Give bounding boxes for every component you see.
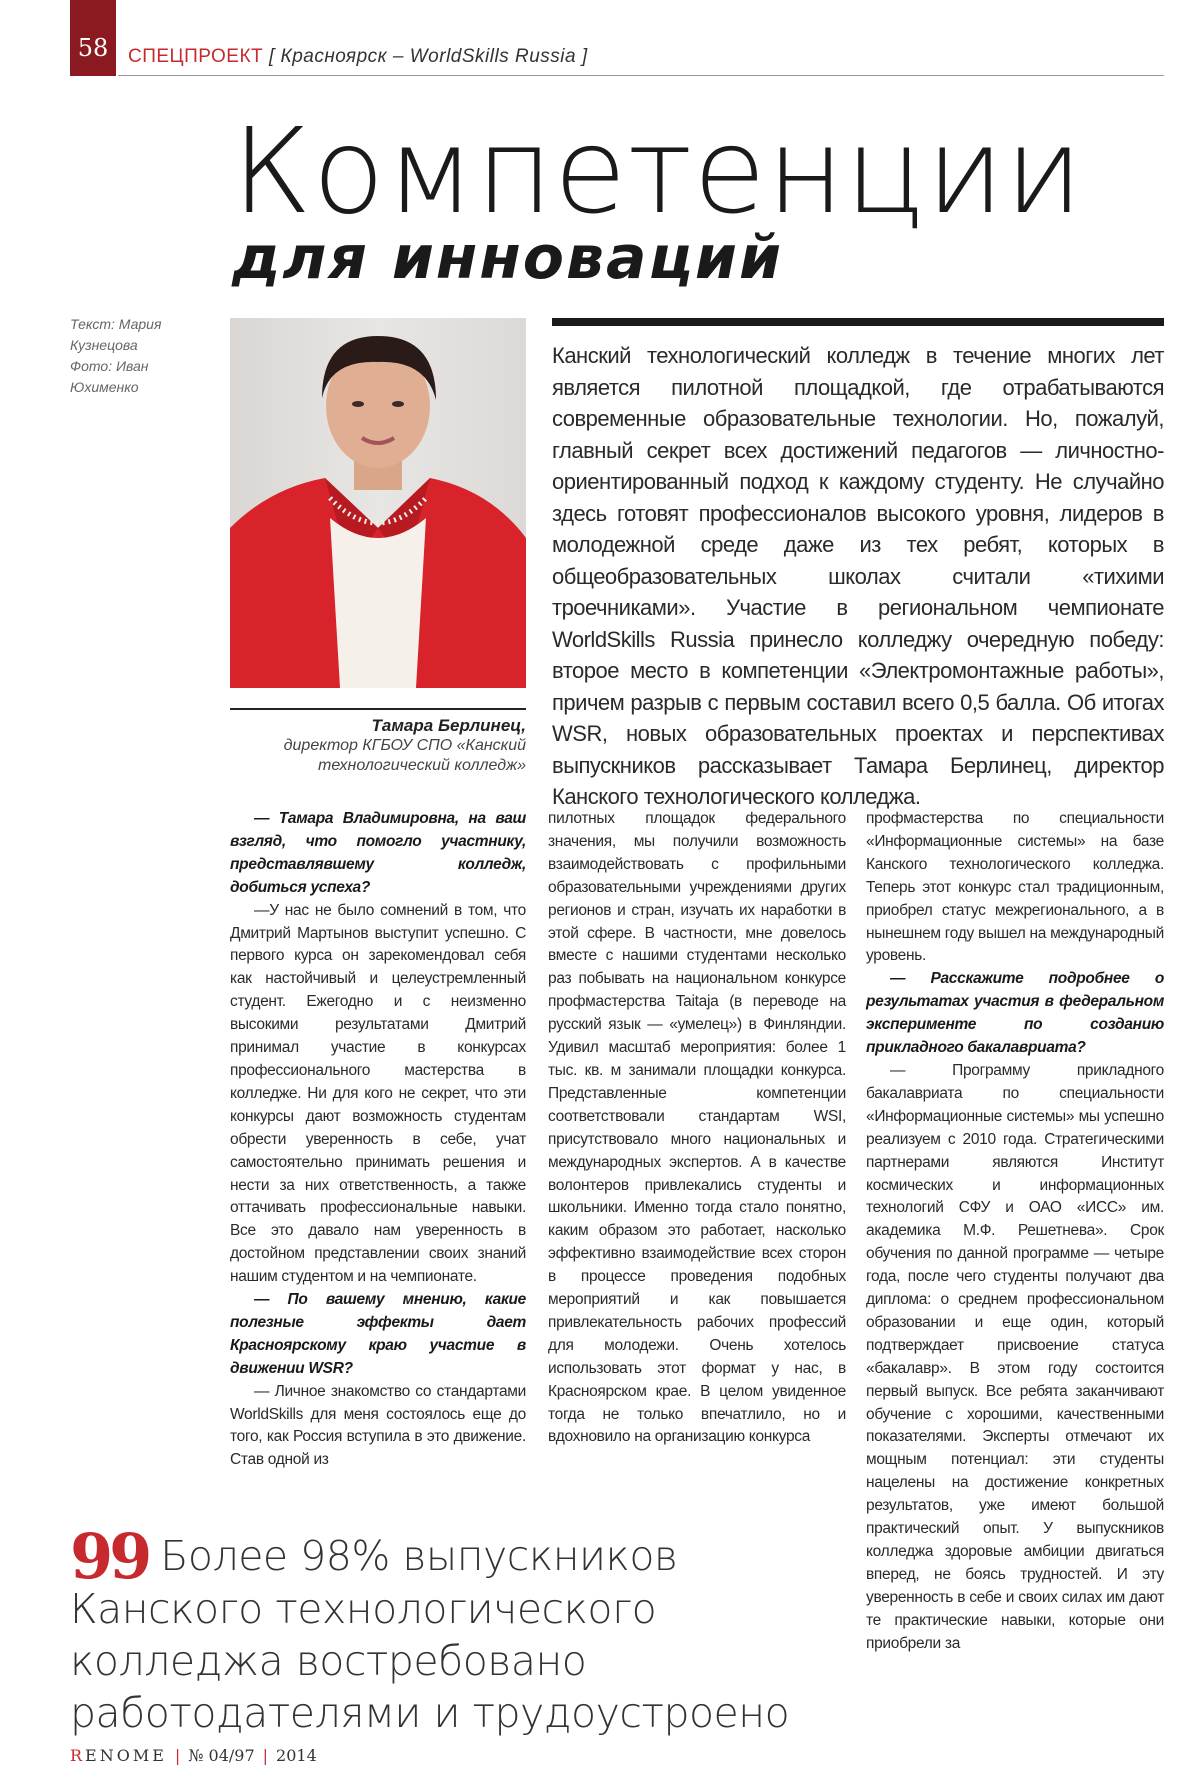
interview-answer: профмастерства по специальности «Информационные системы» на базе Канского технологического колледжа. Теперь этот конкурс стал традиционным, приобрел статус межрегионального, а в нынешнем году вышел на международный уровень. (866, 810, 1164, 965)
interview-question: — Расскажите подробнее о результатах участия в федеральном эксперименте по созданию прикладного бакалавриата? (866, 970, 1164, 1057)
credit-line: Юхименко (70, 379, 139, 395)
interview-answer: — Программу прикладного бакалавриата по специальности «Информационные системы» мы успешно реализуем с 2010 года. Стратегическими партнерами являются Институт космических и информационных технологий СФУ и ОАО «ИСС» им. академика М.Ф. Решетнева». Срок обучения по данной программе — четыре года, после чего студенты получают два диплома: о среднем профессиональном образовании и еще один, который подтверждает присвоение статуса «бакалавр». В этом году состоится первый выпуск. Все ребята заканчивают обучение с хорошими, качественными показателями. Эксперты отмечают их мощным потенциал: эти студенты нацелены на достижение конкретных результатов, уже имеют большой практический опыт. У выпускников колледжа здоровые амбиции двигаться вперед, не боясь трудностей. И эту уверенность в себе и своих силах им дают те практические навыки, которые они приобрели за (866, 1061, 1164, 1652)
text-column-3 (866, 808, 1164, 1656)
section-label: СПЕЦПРОЕКТ (128, 46, 264, 67)
section-header (128, 46, 588, 68)
interview-question: — Тамара Владимировна, на ваш взгляд, что помогло участнику, представлявшему колледж, добиться успеха? (230, 810, 526, 896)
section-sublabel: [ Красноярск – WorldSkills Russia ] (268, 46, 588, 67)
header-rule (118, 75, 1164, 76)
credit-line: Кузнецова (70, 337, 138, 353)
lead-rule (552, 318, 1164, 326)
issue-year: 2014 (276, 1746, 317, 1765)
pull-quote-text: Более 98% выпускников Канского технологического колледжа востребовано работодателями и трудоустроено (70, 1532, 790, 1737)
credit-line: Текст: Мария (70, 316, 162, 332)
portrait-illustration (230, 318, 526, 688)
interview-answer: — Личное знакомство со стандартами WorldSkills для меня состоялось еще до того, как Россия вступила в это движение. Став одной из (230, 1382, 526, 1469)
caption-role: директор КГБОУ СПО «Канский технологический колледж» (283, 737, 526, 774)
portrait-photo (230, 318, 526, 688)
footer-separator: | (174, 1746, 181, 1765)
credit-line: Фото: Иван (70, 358, 149, 374)
magazine-brand (70, 1746, 167, 1765)
interview-question: — По вашему мнению, какие полезные эффекты дает Красноярскому краю участие в движении WSR? (230, 1291, 526, 1377)
lead-paragraph: Канский технологический колледж в течение многих лет является пилотной площадкой, где отрабатываются современные образовательные технологии. Но, пожалуй, главный секрет всех достижений педагогов — личностно-ориентированный подход к каждому студенту. Не случайно здесь готовят профессионалов высокого уровня, лидеров в молодежной среде даже из тех ребят, которых в общеобразовательных школах считали «тихими троечниками». Участие в региональном чемпионате WorldSkills Russia принесло колледжу очередную победу: второе место в компетенции «Электромонтажные работы», причем разрыв с первым составил всего 0,5 балла. Об итогах WSR, новых образовательных проектах и перспективах выпускников рассказывает Тамара Берлинец, директор Канского технологического колледжа. (552, 343, 1164, 809)
interview-answer: —У нас не было сомнений в том, что Дмитрий Мартынов выступит успешно. С первого курса он зарекомендовал себя как настойчивый и целеустремленный студент. Ежегодно и с неизменно высокими результатами Дмитрий принимал участие в конкурсах профессионального мастерства в колледже. Ни для кого не секрет, что эти конкурсы дают возможность студентам обрести уверенность в себе, учат самостоятельно принимать решения и нести за них ответственность, а также оттачивать профессиональные навыки. Все это давало нам уверенность в достойном представлении своих знаний нашим студентом и на чемпионате. (230, 901, 526, 1286)
article-subtitle: для инноваций (232, 223, 783, 293)
pull-quote (70, 1520, 846, 1739)
page-number: 58 (70, 0, 116, 76)
text-column-2 (548, 808, 846, 1449)
brand-initial: R (70, 1746, 86, 1765)
article-credits (70, 314, 190, 398)
quote-mark-icon: 99 (70, 1520, 149, 1593)
footer-separator: | (262, 1746, 269, 1765)
page-footer (70, 1746, 317, 1765)
issue-number: № 04/97 (188, 1746, 255, 1765)
photo-caption (230, 716, 526, 776)
brand-rest: ENOME (85, 1746, 167, 1765)
article-title: Компетенции (232, 102, 1084, 240)
text-column-1 (230, 808, 526, 1472)
interview-answer: пилотных площадок федерального значения, мы получили возможность взаимодействовать с профильными образовательными учреждениями других регионов и стран, изучать их наработки в этой сфере. В частности, мне довелось вместе с нашими студентами несколько раз побывать на национальном конкурсе профмастерства Taitaja (в переводе на русский язык — «умелец») в Финляндии. Удивил масштаб мероприятия: более 1 тыс. кв. м занимали площадки конкурса. Представленные компетенции соответствовали стандартам WSI, присутствовало много национальных и международных экспертов. А в качестве волонтеров привлекались студенты и школьники. Именно тогда стало понятно, каким образом это работает, насколько эффективно взаимодействие всех сторон в процессе проведения подобных мероприятий и как повышается привлекательность рабочих профессий для молодежи. Очень хотелось использовать этот формат у нас, в Красноярском крае. В целом увиденное тогда не только впечатлило, но и вдохновило на организацию конкурса (548, 810, 846, 1446)
caption-rule (230, 708, 526, 710)
caption-name: Тамара Берлинец, (371, 716, 526, 735)
